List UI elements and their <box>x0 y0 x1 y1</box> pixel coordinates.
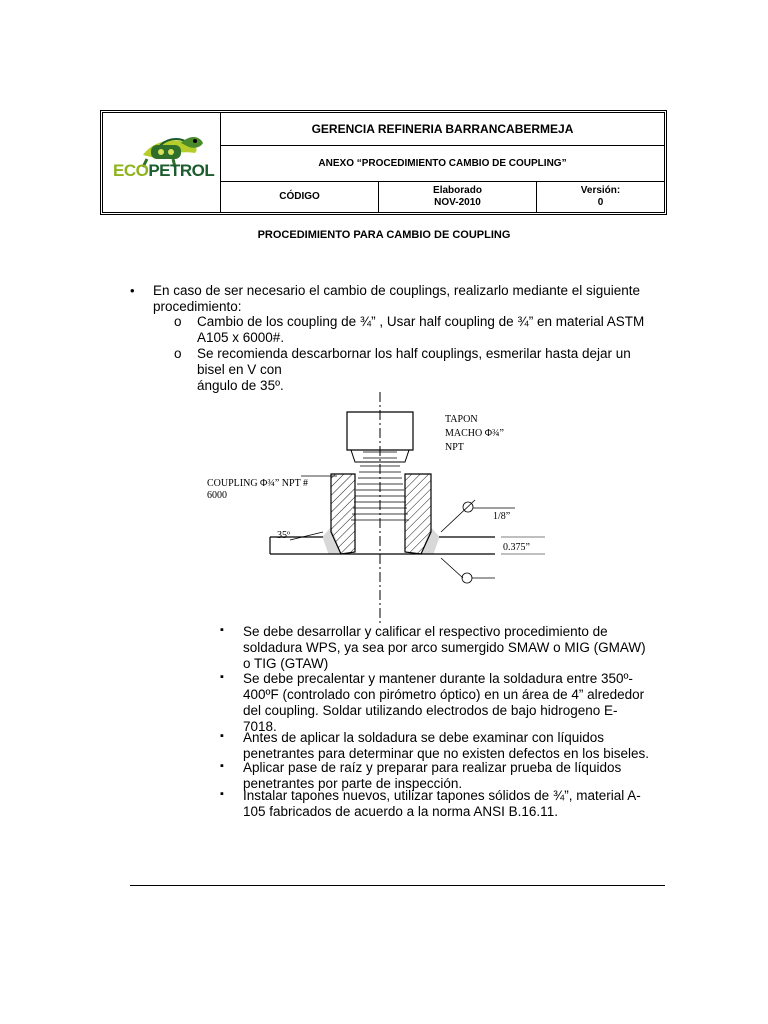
thickness-label: 0.375” <box>503 542 530 553</box>
sub-item-line: ángulo de 35º. <box>197 378 284 393</box>
step-line: Instalar tapones nuevos, utilizar tapones sólidos de ¾”, material A- <box>243 788 641 803</box>
page-title: PROCEDIMIENTO PARA CAMBIO DE COUPLING <box>257 229 511 241</box>
weld-symbol-icon <box>462 573 472 583</box>
intro-bullet: • <box>130 283 135 298</box>
step-line: 105 fabricados de acuerdo a la norma ANSI B.16.11. <box>243 804 558 819</box>
sub-item-line: A105 x 6000#. <box>197 330 285 345</box>
sub-item <box>197 314 667 346</box>
annex-title: ANEXO “PROCEDIMIENTO CAMBIO DE COUPLING” <box>318 158 567 169</box>
step-line: Se debe desarrollar y calificar el respectivo procedimiento de <box>243 624 608 639</box>
sub-item-marker: o <box>174 314 182 329</box>
sub-item-marker: o <box>174 346 182 361</box>
coupling-weld-diagram <box>205 392 545 624</box>
step-line: Se debe precalentar y mantener durante la soldadura entre 350º- <box>243 671 633 686</box>
version-label: Versión: <box>580 185 621 196</box>
step-marker: ▪ <box>220 671 224 683</box>
step-marker: ▪ <box>220 760 224 772</box>
angle-label: 35º <box>277 530 291 541</box>
intro-line: En caso de ser necesario el cambio de couplings, realizarlo mediante el siguiente <box>153 283 641 298</box>
step-line: del coupling. Soldar utilizando electrodos de bajo hidrogeno E- <box>243 703 618 718</box>
sub-item-line: bisel en V con <box>197 362 282 377</box>
document-header-table <box>100 110 667 215</box>
step-marker: ▪ <box>220 624 224 636</box>
step-item <box>243 624 663 672</box>
weld-size-label: 1/8” <box>493 511 511 522</box>
elaborado-label: Elaborado <box>433 185 482 196</box>
coupling-label-line1: COUPLING Φ¾” NPT # <box>207 478 309 489</box>
step-item <box>243 730 663 762</box>
org-name: GERENCIA REFINERIA BARRANCABERMEJA <box>311 122 574 136</box>
coupling-label-line2: 6000 <box>207 490 227 501</box>
sub-item-line: Se recomienda descarbornar los half couplings, esmerilar hasta dejar un <box>197 346 631 361</box>
plug-label-line3: NPT <box>445 442 464 453</box>
logo-eco: ECO <box>113 161 149 180</box>
step-item <box>243 788 663 820</box>
step-line: 7018. <box>243 719 277 734</box>
sub-item <box>197 346 667 394</box>
step-item <box>243 671 663 735</box>
step-line: soldadura WPS, ya sea por arco sumergido SMAW o MIG (GMAW) <box>243 640 646 655</box>
code-label: CÓDIGO <box>279 191 320 202</box>
step-line: 400ºF (controlado con pirómetro óptico) en un área de 4” alrededor <box>243 687 645 702</box>
plug-label-line1: TAPON <box>445 414 478 425</box>
step-line: o TIG (GTAW) <box>243 656 329 671</box>
step-line: penetrantes por parte de inspección. <box>243 776 463 791</box>
elaborado-value: NOV-2010 <box>434 197 481 208</box>
logo-petrol: PETROL <box>148 161 215 180</box>
step-line: Aplicar pase de raíz y preparar para realizar prueba de líquidos <box>243 760 622 775</box>
header-org-row <box>221 113 664 146</box>
version-cell <box>537 182 664 212</box>
elaborado-cell <box>379 182 537 212</box>
step-marker: ▪ <box>220 788 224 800</box>
intro-line: procedimiento: <box>153 299 242 314</box>
footer-rule <box>130 885 665 886</box>
logo-wordmark <box>113 161 214 181</box>
step-line: Antes de aplicar la soldadura se debe examinar con líquidos <box>243 730 604 745</box>
version-value: 0 <box>597 197 604 208</box>
step-line: penetrantes para determinar que no existen defectos en los biseles. <box>243 746 650 761</box>
plug-label-line2: MACHO Φ¾” <box>445 428 504 439</box>
code-cell <box>221 182 379 212</box>
intro-paragraph <box>153 283 665 315</box>
logo-cell <box>103 113 221 212</box>
header-annex-row <box>221 146 664 182</box>
step-marker: ▪ <box>220 730 224 742</box>
sub-item-line: Cambio de los coupling de ¾” , Usar half coupling de ¾” en material ASTM <box>197 314 645 329</box>
header-meta-row <box>221 182 664 212</box>
